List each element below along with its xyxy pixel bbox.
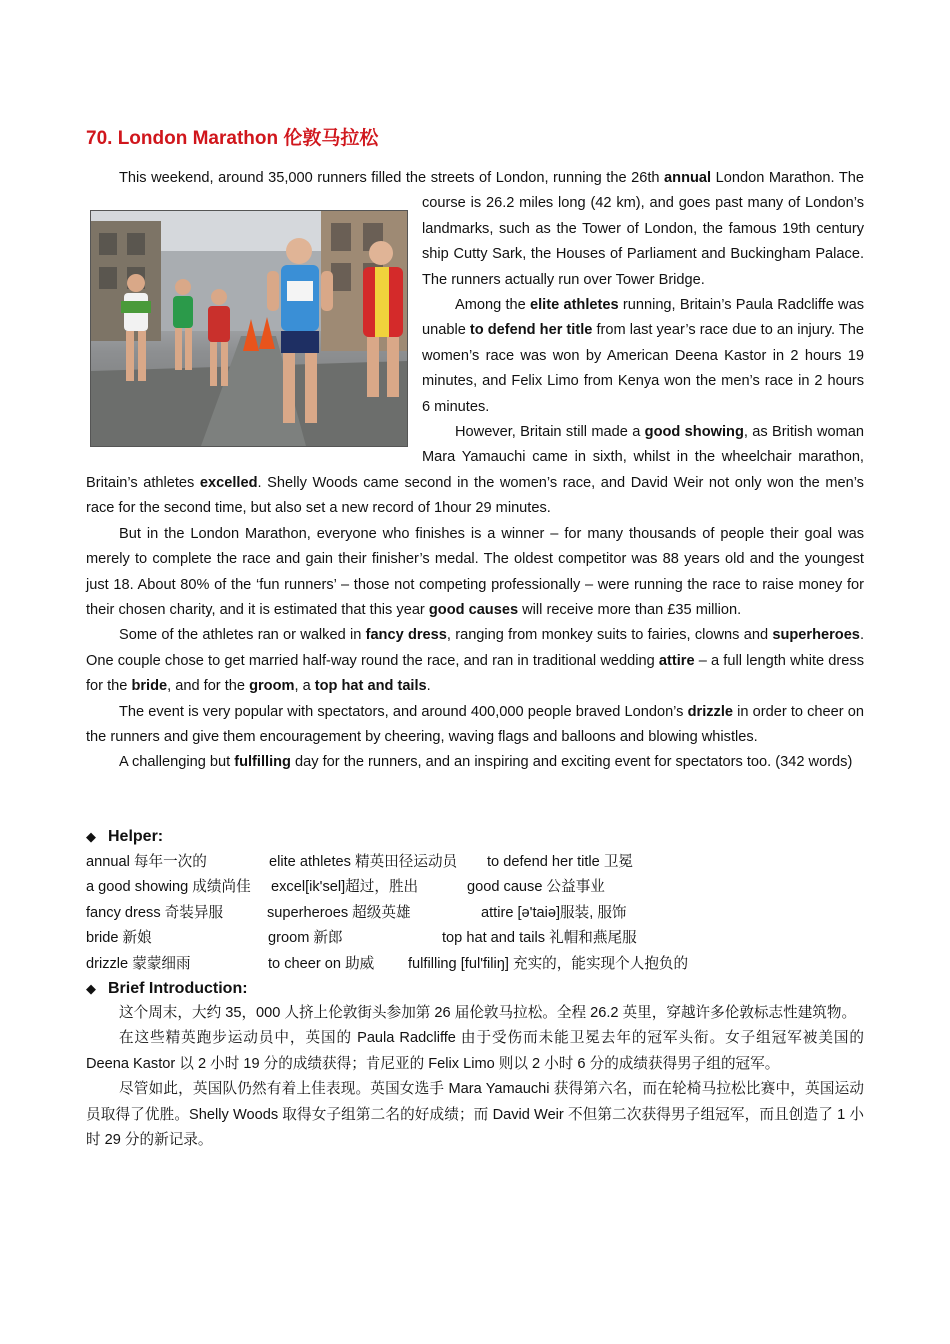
vocab-groom: groom [249,678,295,695]
vocab-good-causes: good causes [428,601,519,618]
vocab-bride: bride [131,678,168,695]
text-run: Among the [455,297,531,314]
helper-vocab-list [86,850,864,977]
vocab-defend-title: to defend her title [469,322,593,339]
text-run: Some of the athletes ran or walked in [119,627,366,644]
article-title: 70. London Marathon 伦敦马拉松 [86,128,379,149]
intro-paragraph-2: 在这些精英跑步运动员中，英国的 Paula Radcliffe 由于受伤而未能卫冕去年的冠军头衔。女子组冠军被美国的 Deena Kastor 以 2 小时 19 分的成绩获得；肯尼亚的 Felix Limo 则以 2 小时 6 分的成绩获得男子组的冠军。 [86,1030,864,1072]
brief-introduction [86,1001,864,1153]
text-run: – a full length white dress for the [86,652,864,695]
text-run: in order to cheer on the runners and give them encouragement by cheering, waving flags and balloons and blowing whistles. [86,703,864,745]
vocab-fulfilling: fulfilling [234,754,291,771]
vocab-entry: to cheer on 助威 [268,955,375,972]
vocab-entry: groom 新郎 [268,930,343,947]
paragraph-7 [86,750,864,775]
intro-heading-text: Brief Introduction: [108,980,248,997]
vocab-superheroes: superheroes [772,627,860,644]
vocab-row [86,926,864,951]
marathon-photo [90,210,408,447]
vocab-good-showing: good showing [644,424,744,441]
diamond-bullet-icon: ◆ [86,829,96,844]
vocab-entry: a good showing 成绩尚佳 [86,879,251,896]
vocab-annual: annual [664,170,712,186]
text-run: will receive more than £35 million. [518,601,742,618]
text-run: running, Britain’s Paula Radcliffe was unable [422,297,864,339]
text-run: This weekend, around 35,000 runners filled the streets of London, running the 26th [119,170,665,186]
vocab-entry: fancy dress 奇装异服 [86,904,224,921]
vocab-entry: to defend her title 卫冕 [487,854,634,870]
text-run: The event is very popular with spectators, and around 400,000 people braved London’s [119,703,688,720]
vocab-entry: drizzle 蒙蒙细雨 [86,955,191,972]
vocab-top-hat: top hat and tails [314,678,427,695]
paragraph-4 [86,522,864,624]
intro-paragraph-1: 这个周末，大约 35，000 人挤上伦敦街头参加第 26 届伦敦马拉松。全程 26.2 英里，穿越许多伦敦标志性建筑物。 [119,1005,857,1021]
text-run: , as British woman Mara Yamauchi came in sixth, whilst in the wheelchair marathon, Britain’s athletes [86,424,864,491]
vocab-entry: good cause 公益事业 [467,879,605,896]
vocab-elite-athletes: elite athletes [530,297,619,314]
text-run: . [426,678,431,695]
vocab-row [86,901,864,926]
vocab-row [86,850,864,875]
vocab-excelled: excelled [199,474,258,491]
intro-paragraph-3: 尽管如此，英国队仍然有着上佳表现。英国女选手 Mara Yamauchi 获得第六名，而在轮椅马拉松比赛中，英国运动员取得了优胜。Shelly Woods 取得女子组第二名的好成绩；而 David Weir 不但第二次获得男子组冠军，而且创造了 1 小时 29 分的新记录。 [86,1081,864,1149]
text-run: But in the London Marathon, everyone who finishes is a winner – for many thousands of people their goal was merely to complete the race and gain their finisher’s medal. The oldest competitor was 88 years old and the youngest just 18. About 80% of the ‘fun runners’ – those not competing professionally – were running the race to raise money for their chosen charity, and it is estimated that this year [86,525,864,618]
text-run: A challenging but [119,754,235,771]
article-body [86,166,864,776]
vocab-attire: attire [658,652,695,669]
text-run: , ranging from monkey suits to fairies, clowns and [446,627,773,644]
text-run: . Shelly Woods came second in the women’s race, and David Weir not only won the men’s race for the second time, but also set a new record of 1hour 29 minutes. [86,474,864,517]
intro-heading [86,977,864,1001]
text-run: , a [294,678,315,695]
vocab-entry: fulfilling [ful'filiŋ] 充实的，能实现个人抱负的 [408,955,689,972]
vocab-fancy-dress: fancy dress [365,627,447,644]
helper-heading-text: Helper: [108,828,164,845]
paragraph-5 [86,623,864,699]
vocab-entry: top hat and tails 礼帽和燕尾服 [442,930,637,947]
text-run: from last year’s race due to an injury. The women’s race was won by American Deena Kastor in 2 hours 19 minutes, and Felix Limo from Kenya won the men’s race in 2 hours 6 minutes. [422,322,864,415]
vocab-row [86,952,864,977]
diamond-bullet-icon: ◆ [86,981,96,996]
vocab-drizzle: drizzle [687,703,734,720]
text-run: day for the runners, and an inspiring and exciting event for spectators too. (342 words) [290,754,853,771]
text-run: . One couple chose to get married half-way round the race, and ran in traditional wedding [86,627,864,669]
vocab-entry: attire [ə'taiə]服装, 服饰 [481,904,627,921]
helper-heading [86,825,864,849]
text-run: , and for the [167,678,250,695]
vocab-entry: bride 新娘 [86,930,152,947]
paragraph-6 [86,700,864,751]
text-run: London Marathon. The course is 26.2 miles long (42 km), and goes past many of London’s landmarks, such as the Tower of London, the famous 19th century ship Cutty Sark, the Houses of Parliament and Buckingham Palace. The runners actually run over Tower Bridge. [422,170,864,288]
paragraph-1 [86,166,864,293]
vocab-row [86,875,864,900]
text-run-with-photo [422,170,864,288]
vocab-entry: superheroes 超级英雄 [267,904,411,921]
text-run: However, Britain still made a [455,424,645,441]
vocab-entry: elite athletes 精英田径运动员 [269,854,458,870]
vocab-entry: excel[ik'sel]超过，胜出 [271,879,419,896]
vocab-entry: annual 每年一次的 [86,854,207,870]
